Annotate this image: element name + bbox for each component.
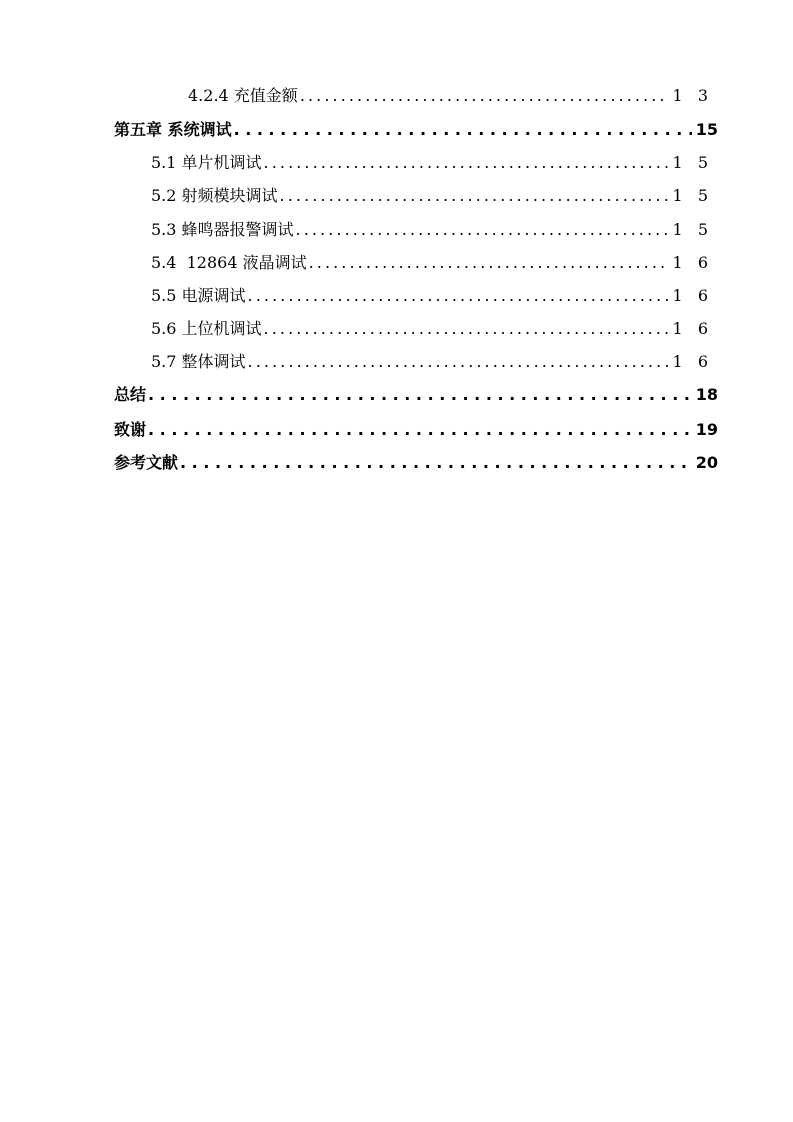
toc-leader-dots	[264, 151, 669, 175]
toc-leader-dots	[264, 317, 669, 341]
toc-entry-5-5[interactable]	[151, 284, 713, 308]
toc-entry-label: 总结	[114, 385, 147, 404]
toc-entry-label: 致谢	[114, 420, 147, 439]
toc-entry-summary[interactable]	[114, 383, 718, 407]
toc-entry-label: 参考文献	[114, 453, 179, 472]
toc-entry-label: 5.4 12864 液晶调试	[151, 253, 307, 272]
toc-entry-5-4[interactable]	[151, 251, 713, 275]
toc-leader-dots	[296, 218, 669, 242]
toc-leader-dots	[248, 350, 669, 374]
toc-leader-dots	[300, 84, 669, 108]
toc-entry-page: 20	[695, 453, 718, 472]
toc-entry-acknowledgements[interactable]	[114, 418, 718, 442]
toc-entry-5-7[interactable]	[151, 350, 713, 374]
toc-entry-5-3[interactable]	[151, 218, 713, 242]
toc-entry-references[interactable]	[114, 451, 718, 475]
toc-entry-label: 5.7 整体调试	[151, 352, 246, 371]
toc-leader-dots	[148, 418, 692, 442]
toc-entry-5-1[interactable]	[151, 151, 713, 175]
toc-entry-label: 5.1 单片机调试	[151, 153, 262, 172]
toc-entry-chapter-5[interactable]	[114, 118, 718, 142]
toc-entry-page: 1 5	[672, 186, 713, 205]
toc-entry-page: 1 5	[672, 153, 713, 172]
toc-entry-page: 1 6	[672, 319, 713, 338]
toc-entry-page: 1 5	[672, 220, 713, 239]
toc-entry-page: 1 6	[672, 352, 713, 371]
toc-entry-label: 5.5 电源调试	[151, 286, 246, 305]
toc-entry-page: 19	[695, 420, 718, 439]
toc-entry-5-2[interactable]	[151, 184, 713, 208]
toc-entry-label: 4.2.4 充值金额	[188, 86, 298, 105]
toc-entry-label: 第五章 系统调试	[114, 120, 232, 139]
toc-entry-label: 5.3 蜂鸣器报警调试	[151, 220, 294, 239]
toc-entry-page: 1 3	[672, 86, 713, 105]
toc-entry-5-6[interactable]	[151, 317, 713, 341]
toc-leader-dots	[309, 251, 669, 275]
toc-entry-page: 15	[695, 120, 718, 139]
toc-leader-dots	[280, 184, 669, 208]
toc-leader-dots	[180, 451, 692, 475]
toc-leader-dots	[234, 118, 692, 142]
toc-leader-dots	[248, 284, 669, 308]
toc-entry-4-2-4[interactable]	[188, 84, 713, 108]
toc-entry-page: 18	[695, 385, 718, 404]
toc-entry-page: 1 6	[672, 286, 713, 305]
toc-leader-dots	[148, 383, 692, 407]
toc-entry-label: 5.2 射频模块调试	[151, 186, 278, 205]
toc-entry-page: 1 6	[672, 253, 713, 272]
toc-entry-label: 5.6 上位机调试	[151, 319, 262, 338]
